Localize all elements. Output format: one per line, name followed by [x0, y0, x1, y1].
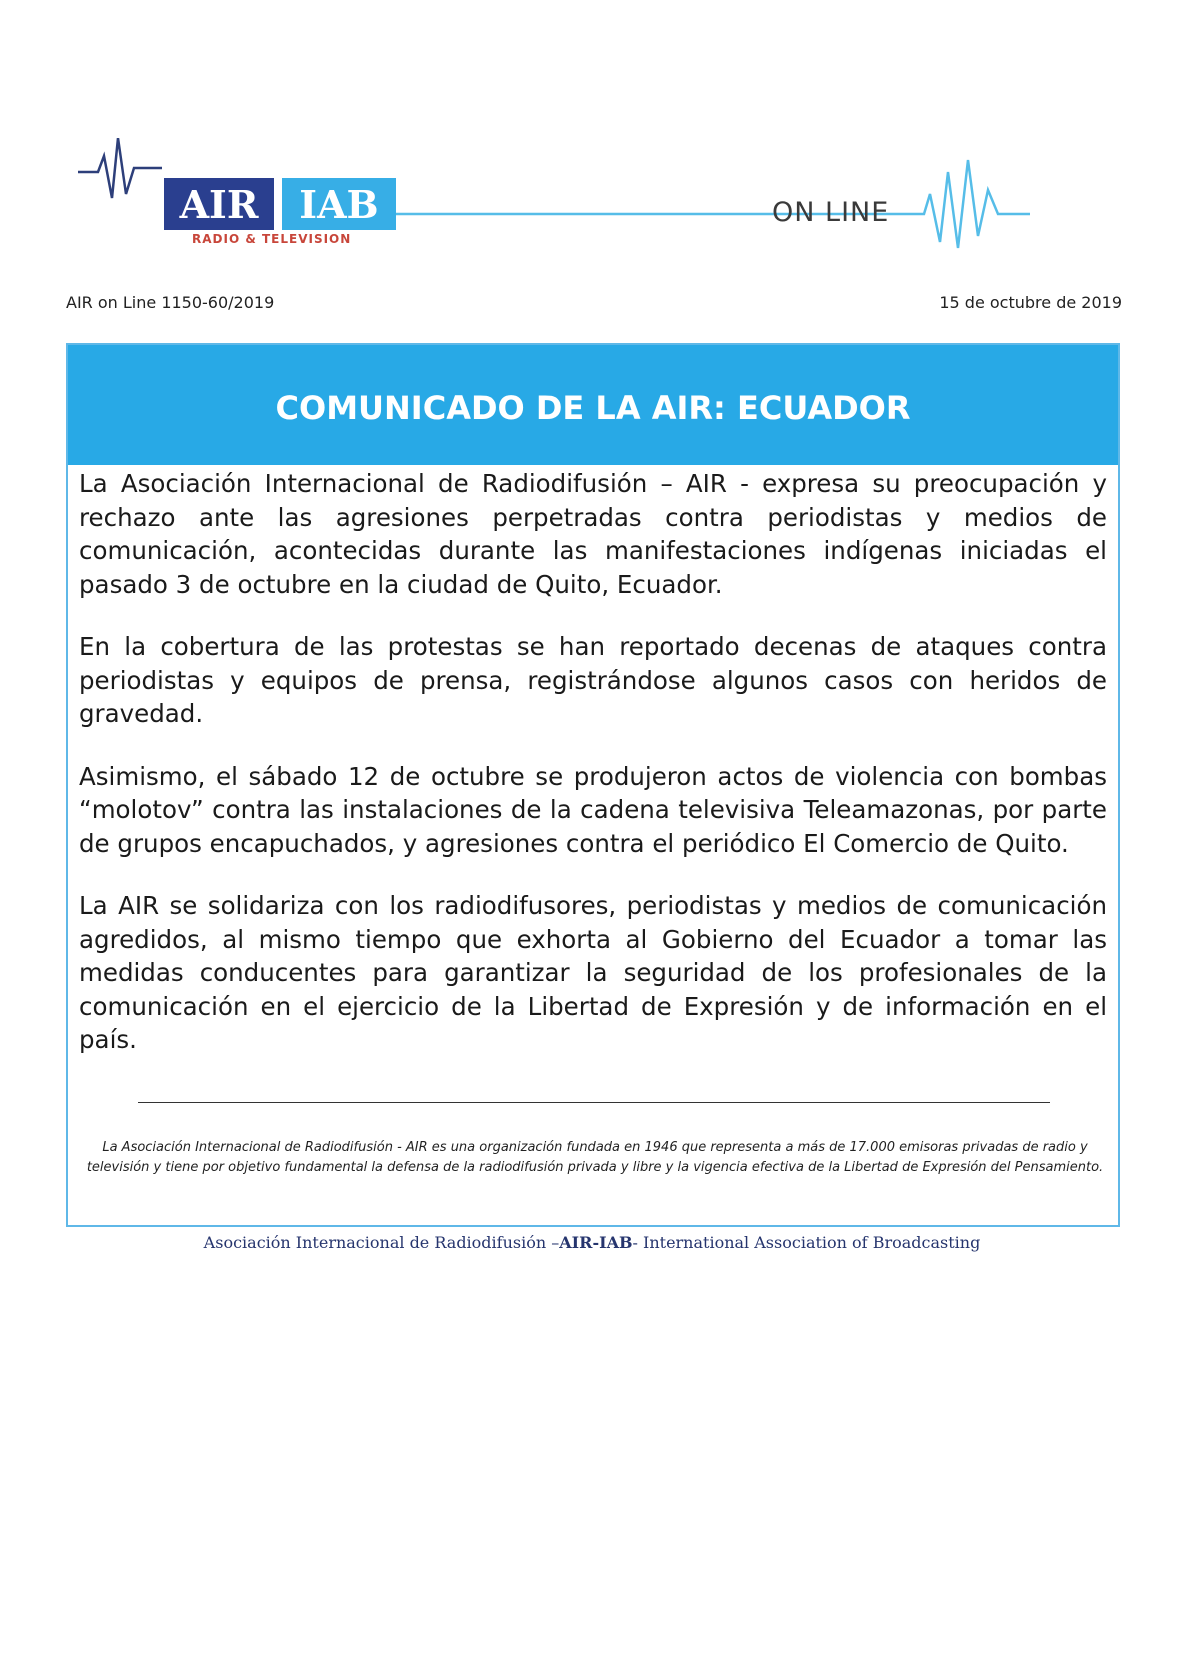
- paragraph: En la cobertura de las protestas se han reportado decenas de ataques contra periodistas y equipos de prensa, registrándose algunos casos con heridos de gravedad.: [79, 632, 1107, 728]
- title-banner: [68, 345, 1118, 465]
- page-title: COMUNICADO DE LA AIR: ECUADOR: [275, 389, 911, 427]
- paragraph: Asimismo, el sábado 12 de octubre se produjeron actos de violencia con bombas “molotov” contra las instalaciones de la cadena televisiva Teleamazonas, por parte de grupos encapuchados, y agresiones contra el periódico El Comercio de Quito.: [79, 761, 1107, 858]
- content-frame: [66, 343, 1120, 1227]
- air-logo: AIR: [164, 178, 274, 230]
- online-label: ON LINE: [772, 197, 890, 228]
- logo-subtitle: RADIO & TELEVISION: [192, 232, 352, 246]
- footer-prefix: Asociación Internacional de Radiodifusión –: [203, 1233, 560, 1252]
- footer-brand: AIR-IAB: [559, 1233, 633, 1252]
- footnote: La Asociación Internacional de Radiodifusión - AIR es una organización fundada en 1946 que representa a más de 17.000 emisoras privadas de radio y televisión y tiene por objetivo fundamental la defensa de la radiodifusión privada y libre y la vigencia efectiva de la Libertad de Expresión del Pensamiento.: [86, 1140, 1104, 1175]
- body-text: [79, 467, 1107, 1086]
- footer-suffix: - International Association of Broadcasting: [632, 1233, 981, 1252]
- paragraph: La Asociación Internacional de Radiodifusión – AIR - expresa su preocupación y rechazo ante las agresiones perpetradas contra periodistas y medios de comunicación, acontecidas durante las manifestaciones indígenas iniciadas el pasado 3 de octubre en la ciudad de Quito, Ecuador.: [79, 469, 1107, 599]
- paragraph: La AIR se solidariza con los radiodifusores, periodistas y medios de comunicación agredidos, al mismo tiempo que exhorta al Gobierno del Ecuador a tomar las medidas conducentes para garantizar la seguridad de los profesionales de la comunicación en el ejercicio de la Libertad de Expresión y de información en el país.: [79, 891, 1107, 1054]
- reference-number: AIR on Line 1150-60/2019: [66, 293, 275, 312]
- divider: [138, 1102, 1050, 1103]
- document-date: 15 de octubre de 2019: [939, 293, 1122, 312]
- footer: [0, 1233, 1184, 1252]
- iab-logo: IAB: [282, 178, 396, 230]
